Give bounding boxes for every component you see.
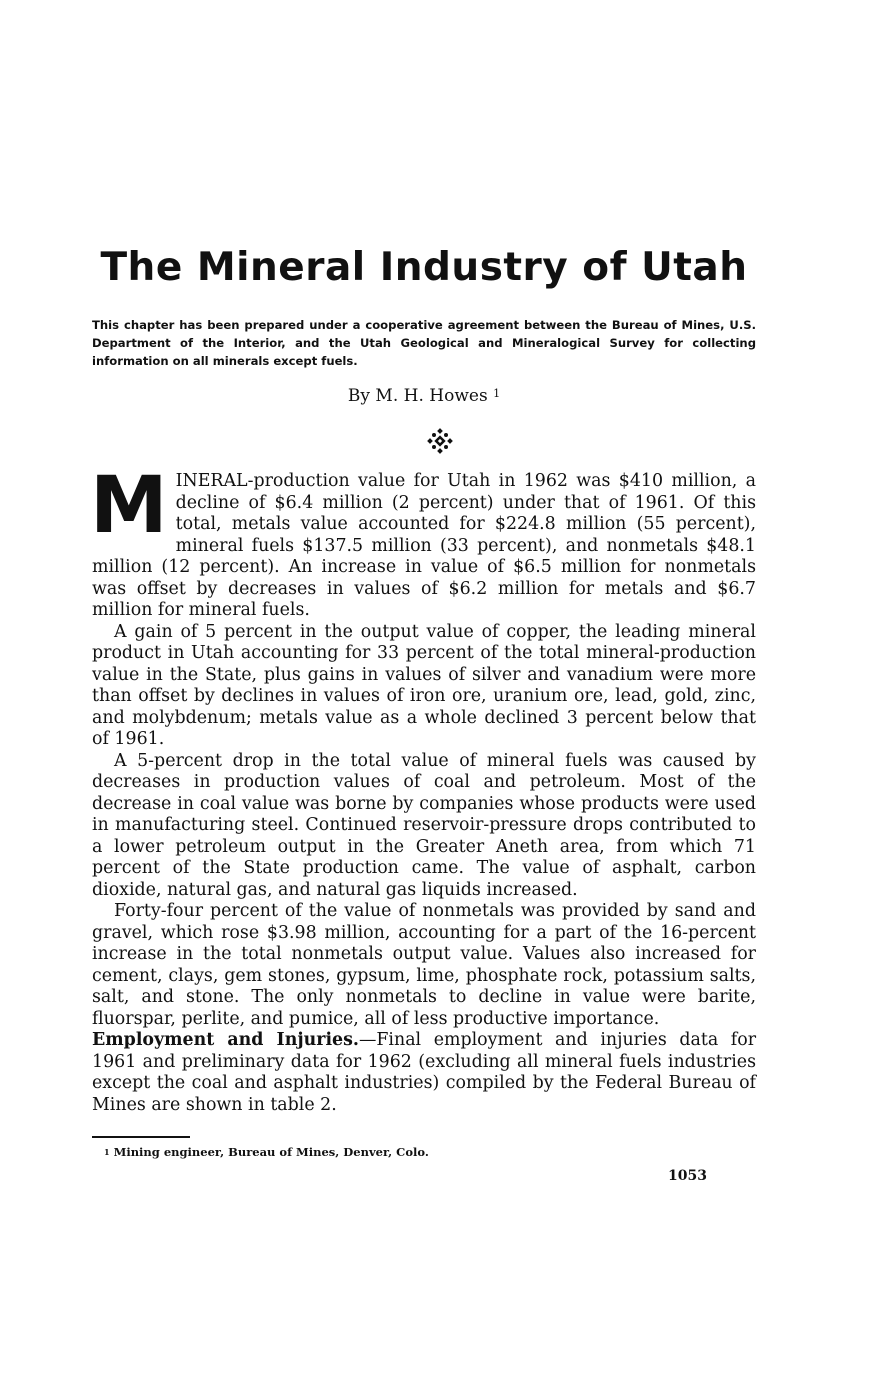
footnote-rule bbox=[92, 1136, 190, 1138]
drop-cap-letter: M bbox=[90, 461, 168, 551]
footnote-text: Mining engineer, Bureau of Mines, Denver, Colo. bbox=[113, 1145, 429, 1159]
author-footnote-mark: 1 bbox=[493, 387, 501, 400]
author-byline bbox=[92, 383, 756, 409]
chapter-abstract-note: This chapter has been prepared under a cooperative agreement between the Bureau of Mines, U.S. Department of the Interior, and the Utah Geological and Mineralogical Survey for collecting information on all minerals except fuels. bbox=[92, 318, 756, 368]
footnote bbox=[104, 1143, 429, 1161]
paragraph-1-text: INERAL-production value for Utah in 1962 was $410 million, a decline of $6.4 million (2 percent) under that of 1961. Of this total, metals value accounted for $224.8 million (55 percent), mineral fuels $137.5 million (33 percent), and nonmetals $48.1 million (12 percent). An increase in value of $6.5 million for nonmetals was offset by decreases in values of $6.2 million for metals and $6.7 million for mineral fuels. bbox=[92, 471, 756, 620]
paragraph-5-text: —Final employment and injuries data for 1961 and preliminary data for 1962 (excluding all mineral fuels industries except the coal and asphalt industries) compiled by the Federal Bureau of Mines are shown in table 2. bbox=[92, 1030, 757, 1115]
author-name: By M. H. Howes bbox=[347, 386, 488, 406]
body-paragraph-4: Forty-four percent of the value of nonmetals was provided by sand and gravel, which rose $3.98 million, accounting for a part of the 16-percent increase in the total nonmetals output value. Values also increased for cement, clays, gem stones, gypsum, lime, phosphate rock, potassium salts, salt, and stone. The only nonmetals to decline in value were barite, fluorspar, perlite, and pumice, all of less productive importance. bbox=[92, 901, 756, 1029]
body-paragraph-1 bbox=[90, 461, 756, 622]
body-paragraph-3: A 5-percent drop in the total value of mineral fuels was caused by decreases in production values of coal and petroleum. Most of the decrease in coal value was borne by companies whose products were used in manufacturing steel. Continued reservoir-pressure drops contributed to a lower petroleum output in the Greater Aneth area, from which 71 percent of the State production came. The value of asphalt, carbon dioxide, natural gas, and natural gas liquids increased. bbox=[92, 750, 756, 900]
section-heading-employment: Employment and Injuries. bbox=[92, 1030, 359, 1050]
article-body bbox=[90, 461, 757, 1116]
body-paragraph-5 bbox=[92, 1030, 756, 1116]
chapter-title: The Mineral Industry of Utah bbox=[100, 245, 748, 290]
fleuron-ornament-icon bbox=[427, 428, 453, 454]
body-paragraph-2: A gain of 5 percent in the output value of copper, the leading mineral product in Utah accounting for 33 percent of the total mineral-production value in the State, plus gains in values of silver and vanadium were more than offset by declines in values of iron ore, uranium ore, lead, gold, zinc, and molybdenum; metals value as a whole declined 3 percent below that of 1961. bbox=[92, 621, 756, 749]
page-number: 1053 bbox=[668, 1168, 707, 1184]
footnote-mark: 1 bbox=[104, 1147, 110, 1157]
